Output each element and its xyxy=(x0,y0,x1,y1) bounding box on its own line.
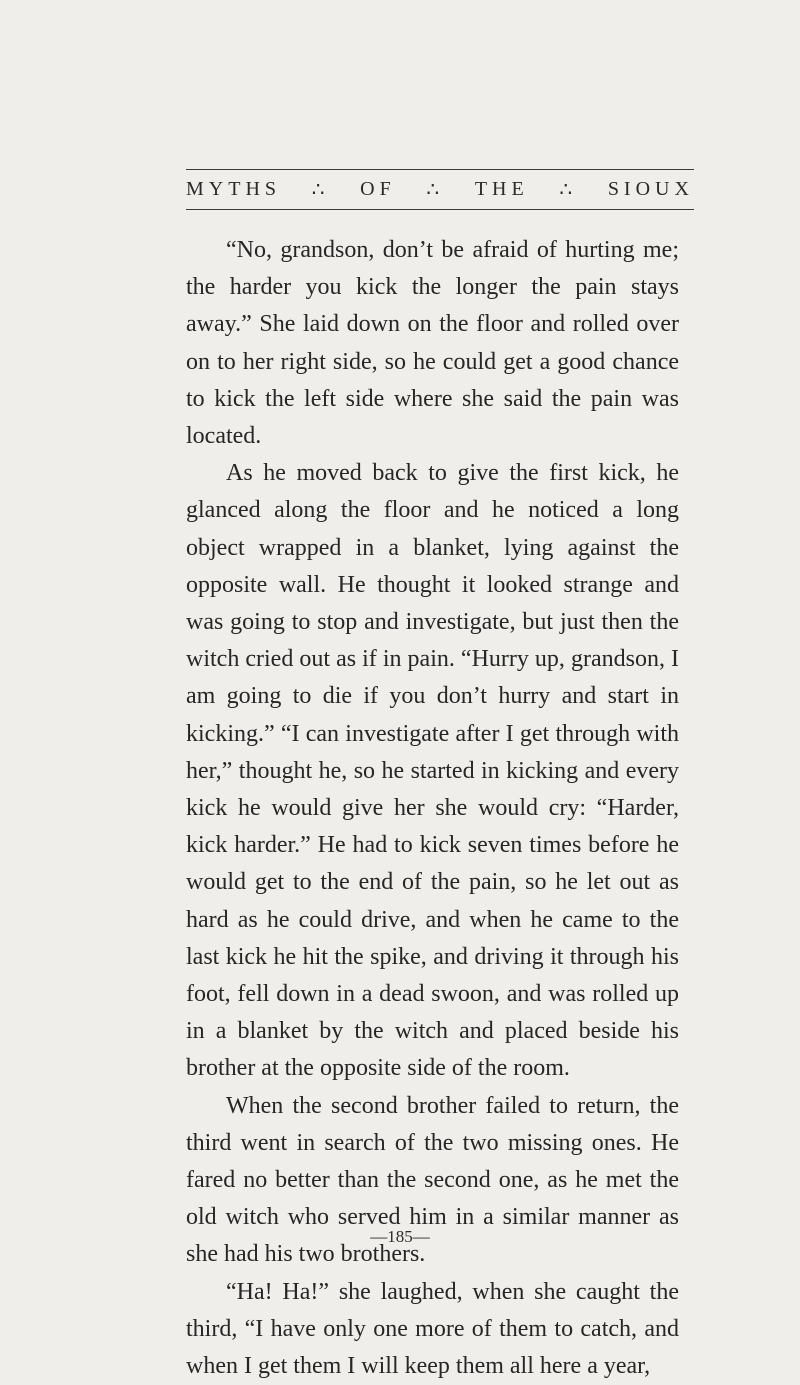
page-number: —185— xyxy=(370,1227,430,1246)
header-word-of: OF xyxy=(360,177,396,200)
paragraph-2: As he moved back to give the first kick, he glanced along the floor and he noticed a long object wrapped in a blanket, lying against the opposite wall. He thought it looked strange and was going to stop and investigate, but just then the witch cried out as if in pain. “Hurry up, grandson, I am going to die if you don’t hurry and start in kicking.” “I can investigate after I get through with her,” thought he, so he started in kicking and every kick he would give her she would cry: “Harder, kick harder.” He had to kick seven times before he would get to the end of the pain, so he let out as hard as he could drive, and when he came to the last kick he hit the spike, and driving it through his foot, fell down in a dead swoon, and was rolled up in a blanket by the witch and placed beside his brother at the opposite side of the room. xyxy=(186,460,679,1082)
paragraph-1: “No, grandson, don’t be afraid of hurting me; the harder you kick the longer the pain stays away.” She laid down on the floor and rolled over on to her right side, so he could get a good chance to kick the left side where she said the pain was located. xyxy=(186,237,679,450)
paragraph-3: When the second brother failed to return, the third went in search of the two missing ones. He fared no better than the second one, as he met the old witch who served him in a similar manner as she had his two brothers. xyxy=(186,1092,679,1268)
body-text xyxy=(186,232,679,1385)
header-separator: ∴ xyxy=(426,178,445,201)
header-word-sioux: SIOUX xyxy=(607,177,694,200)
header-word-the: THE xyxy=(474,177,529,200)
header-top-rule xyxy=(186,169,694,170)
header-bottom-rule xyxy=(186,209,694,210)
header-word-myths: MYTHS xyxy=(186,177,282,200)
running-header xyxy=(186,172,694,206)
paragraph-4: “Ha! Ha!” she laughed, when she caught the third, “I have only one more of them to catch, and when I get them I will keep them all here a year, xyxy=(186,1278,679,1380)
header-separator: ∴ xyxy=(559,178,578,201)
header-separator: ∴ xyxy=(311,178,330,201)
